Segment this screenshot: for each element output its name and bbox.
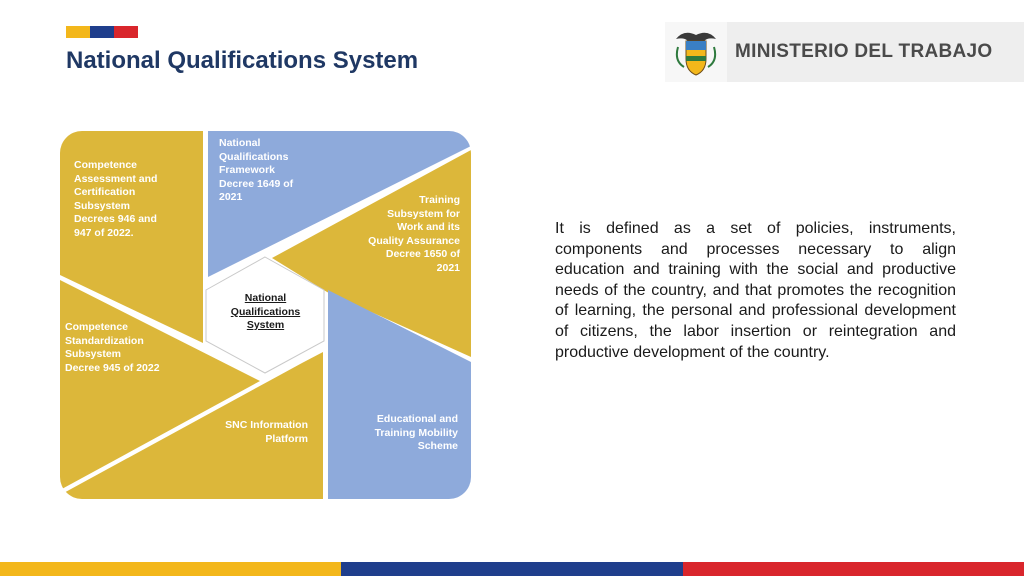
label-national-framework: National Qualifications Framework Decree 1649 of 2021 bbox=[219, 137, 294, 203]
footer-bar-blue bbox=[341, 562, 682, 576]
system-description: It is defined as a set of policies, instruments, components and processes necessary to align education and training with the social and productive needs of the country, and that promotes the recognition of learning, the personal and professional development of citizens, the labor insertion or reintegration and productive development of the country. bbox=[555, 220, 956, 361]
label-competence-assessment: Competence Assessment and Certification Subsystem Decrees 946 and 947 of 2022. bbox=[74, 159, 158, 239]
label-mobility-scheme: Educational and Training Mobility Scheme bbox=[374, 413, 458, 452]
label-snc-platform: SNC Information Platform bbox=[225, 419, 308, 445]
footer-flag-bar bbox=[0, 562, 1024, 576]
footer-bar-red bbox=[683, 562, 1024, 576]
label-competence-standardization: Competence Standardization Subsystem Decree 945 of 2022 bbox=[65, 321, 160, 374]
page-title: National Qualifications System bbox=[66, 47, 419, 74]
label-training-subsystem: Training Subsystem for Work and its Quality Assurance Decree 1650 of 2021 bbox=[368, 194, 460, 274]
label-center-system: National Qualifications System bbox=[230, 292, 301, 331]
ministry-name: MINISTERIO DEL TRABAJO bbox=[735, 41, 993, 62]
footer-bar-yellow bbox=[0, 562, 341, 576]
